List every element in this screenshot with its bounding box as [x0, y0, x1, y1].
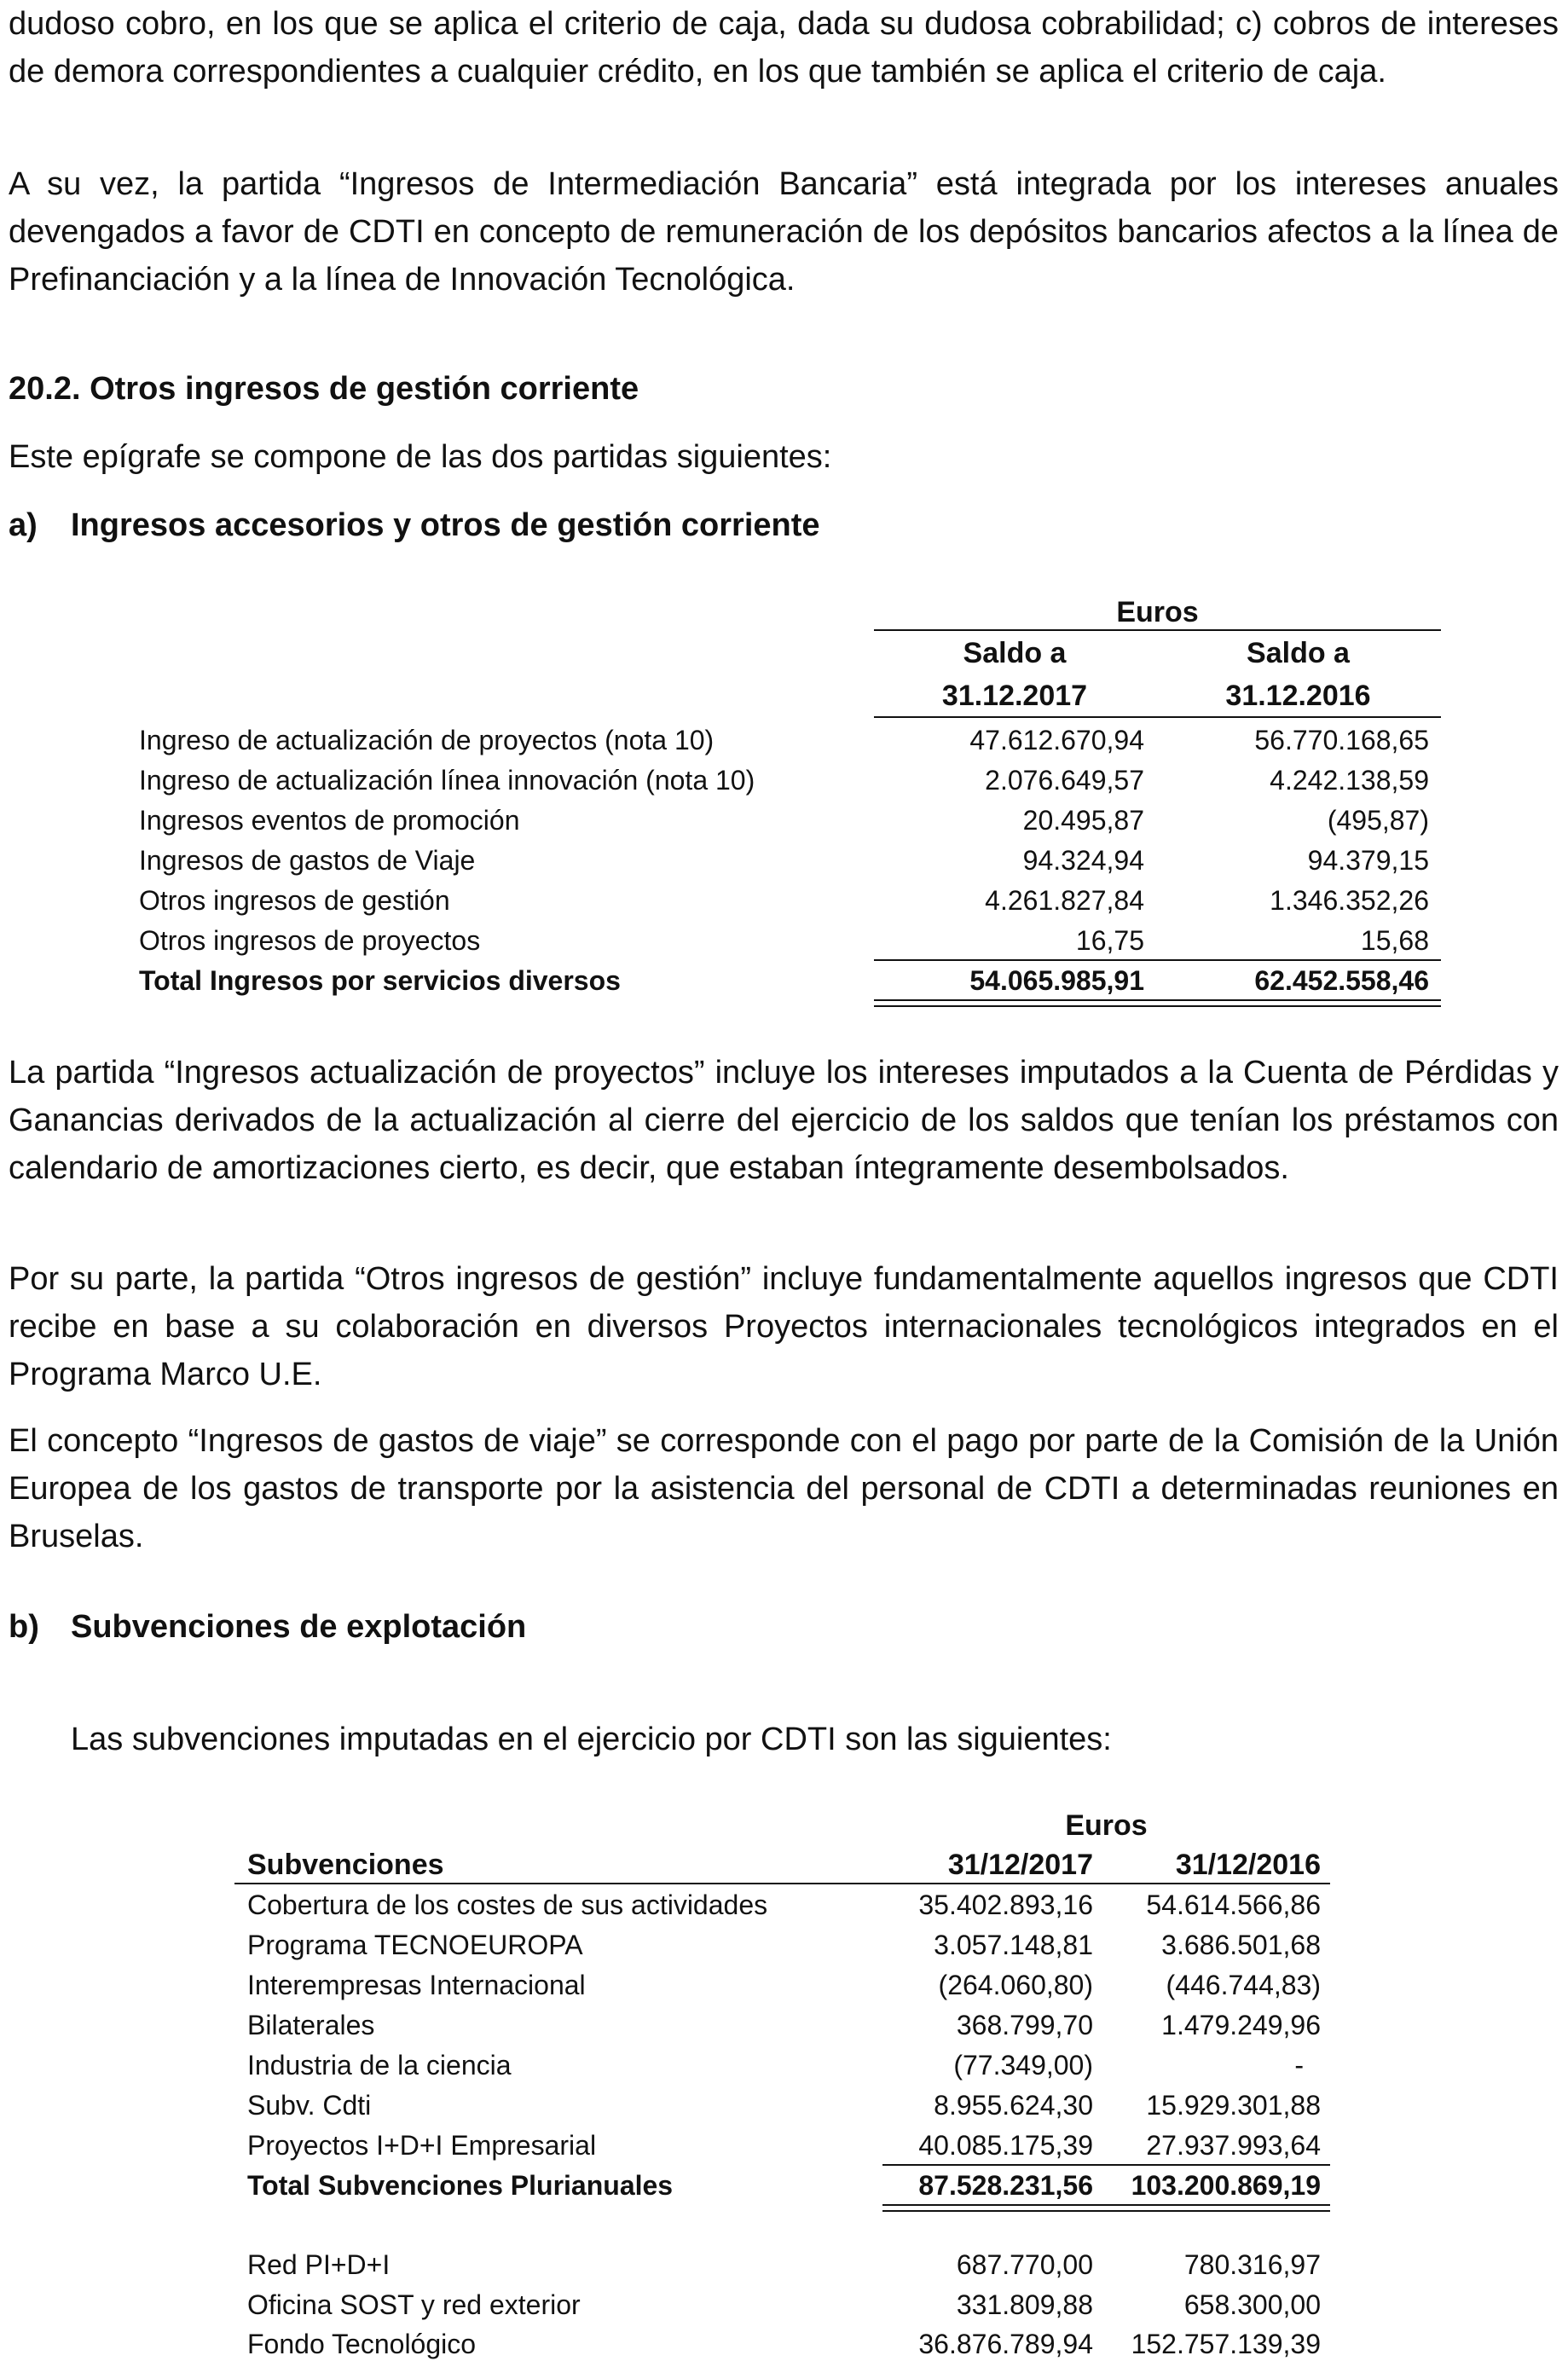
row-value-2017: 8.955.624,30: [934, 2090, 1093, 2121]
subsection-b-tag: b): [9, 1609, 39, 1645]
total-value-2016: 103.200.869,19: [1131, 2170, 1321, 2201]
row-value-2016: (446.744,83): [1166, 1970, 1321, 2000]
section-lead: Este epígrafe se compone de las dos partidas siguientes:: [9, 439, 832, 475]
row-label: Ingresos de gastos de Viaje: [139, 845, 476, 876]
row-value-2016: 54.614.566,86: [1146, 1890, 1321, 1920]
row-value-2017: (264.060,80): [938, 1970, 1093, 2000]
row-value-2017: 40.085.175,39: [918, 2130, 1093, 2161]
table1-col2-line2: 31.12.2016: [1225, 680, 1371, 712]
subsection-b-lead: Las subvenciones imputadas en el ejercicio por CDTI son las siguientes:: [71, 1722, 1112, 1757]
table2-header-rule: [234, 1883, 1330, 1884]
row-label: Proyectos I+D+I Empresarial: [247, 2130, 597, 2161]
table1-col2-line1: Saldo a: [1247, 637, 1350, 669]
total-label: Total Subvenciones Plurianuales: [247, 2170, 674, 2201]
row-value-2016: 15,68: [1360, 925, 1429, 956]
row-label: Red PI+D+I: [247, 2249, 391, 2280]
paragraph-4: Por su parte, la partida “Otros ingresos de gestión” incluye fundamentalmente aquellos ingresos que CDTI recibe en base a su colaboración en diversos Proyectos internacionales tecnológicos integrados en el Programa Marco U.E.: [9, 1261, 1559, 1392]
section-title: 20.2. Otros ingresos de gestión corriente: [9, 371, 639, 407]
row-value-2017: 36.876.789,94: [918, 2329, 1093, 2359]
subsection-a-tag: a): [9, 507, 38, 543]
table2-col0-header: Subvenciones: [247, 1849, 444, 1881]
subsection-b-title: Subvenciones de explotación: [71, 1609, 527, 1645]
row-value-2016: 27.937.993,64: [1146, 2130, 1321, 2161]
row-value-2016: 780.316,97: [1183, 2249, 1321, 2280]
paragraph-5: El concepto “Ingresos de gastos de viaje” se corresponde con el pago por parte de la Comisión de la Unión Europea de los gastos de transporte por la asistencia del personal de CDTI a determinadas reuniones en Bruselas.: [9, 1423, 1559, 1554]
row-value-2017: 331.809,88: [956, 2289, 1093, 2320]
row-value-2016: 152.757.139,39: [1131, 2329, 1321, 2359]
table1-double-rule: [874, 999, 1441, 1007]
row-value-2016: 4.242.138,59: [1270, 765, 1429, 796]
table2-col1-header: 31/12/2017: [947, 1849, 1093, 1881]
row-label: Industria de la ciencia: [247, 2050, 512, 2081]
row-label: Otros ingresos de gestión: [139, 885, 450, 916]
row-label: Cobertura de los costes de sus actividades: [247, 1890, 768, 1920]
row-value-2017: 3.057.148,81: [934, 1930, 1093, 1960]
row-value-2016: 1.346.352,26: [1270, 885, 1429, 916]
row-label: Ingreso de actualización línea innovación (nota 10): [139, 765, 755, 796]
row-value-2017: (77.349,00): [953, 2050, 1093, 2081]
row-value-2017: 687.770,00: [956, 2249, 1093, 2280]
table2-double-rule: [882, 2204, 1330, 2212]
table1-colheader-rule: [874, 716, 1441, 718]
intro-paragraph-1: dudoso cobro, en los que se aplica el criterio de caja, dada su dudosa cobrabilidad; c) cobros de intereses de demora correspondientes a cualquier crédito, en los que también se aplica el criterio de caja.: [9, 6, 1559, 90]
subsection-a-heading: [9, 501, 820, 549]
subsection-a-title: Ingresos accesorios y otros de gestión corriente: [71, 507, 820, 543]
row-value-2017: 35.402.893,16: [918, 1890, 1093, 1920]
row-value-2016: 15.929.301,88: [1146, 2090, 1321, 2121]
table1-col1-line2: 31.12.2017: [941, 680, 1088, 712]
row-label: Ingresos eventos de promoción: [139, 805, 520, 836]
table2-col2-header: 31/12/2016: [1175, 1849, 1321, 1881]
row-label: Fondo Tecnológico: [247, 2329, 477, 2359]
table1-col1-line1: Saldo a: [963, 637, 1067, 669]
row-value-2016: -: [1294, 2050, 1304, 2081]
row-value-2017: 47.612.670,94: [969, 725, 1144, 755]
table1-group-header: Euros: [1116, 596, 1199, 628]
row-value-2016: 3.686.501,68: [1161, 1930, 1321, 1960]
paragraph-3: La partida “Ingresos actualización de proyectos” incluye los intereses imputados a la Cuenta de Pérdidas y Ganancias derivados de la actualización al cierre del ejercicio de los saldos que tenían los préstamos con calendario de amortizaciones cierto, es decir, que estaban íntegramente desembolsados.: [9, 1055, 1559, 1186]
row-label: Bilaterales: [247, 2010, 375, 2040]
row-label: Oficina SOST y red exterior: [247, 2289, 581, 2320]
row-value-2016: 94.379,15: [1307, 845, 1429, 876]
total-value-2017: 87.528.231,56: [918, 2170, 1093, 2201]
intro-paragraph-2: A su vez, la partida “Ingresos de Intermediación Bancaria” está integrada por los intereses anuales devengados a favor de CDTI en concepto de remuneración de los depósitos bancarios afectos a la línea de Prefinanciación y a la línea de Innovación Tecnológica.: [9, 166, 1559, 298]
row-value-2016: 1.479.249,96: [1161, 2010, 1321, 2040]
row-value-2017: 4.261.827,84: [985, 885, 1144, 916]
row-value-2017: 2.076.649,57: [985, 765, 1144, 796]
total-value-2017: 54.065.985,91: [969, 965, 1144, 996]
row-label: Subv. Cdti: [247, 2090, 372, 2121]
table2-group-header: Euros: [1065, 1809, 1148, 1842]
row-label: Ingreso de actualización de proyectos (nota 10): [139, 725, 715, 755]
row-value-2016: (495,87): [1327, 805, 1429, 836]
row-value-2017: 20.495,87: [1022, 805, 1144, 836]
row-value-2016: 56.770.168,65: [1254, 725, 1429, 755]
total-value-2016: 62.452.558,46: [1254, 965, 1429, 996]
table1-header-rule: [874, 629, 1441, 631]
row-value-2016: 658.300,00: [1183, 2289, 1321, 2320]
row-label: Interempresas Internacional: [247, 1970, 586, 2000]
row-value-2017: 368.799,70: [956, 2010, 1093, 2040]
row-value-2017: 94.324,94: [1022, 845, 1144, 876]
subsection-b-heading: [9, 1603, 526, 1651]
row-value-2017: 16,75: [1075, 925, 1144, 956]
row-label: Programa TECNOEUROPA: [247, 1930, 583, 1960]
total-label: Total Ingresos por servicios diversos: [139, 965, 621, 996]
row-label: Otros ingresos de proyectos: [139, 925, 481, 956]
